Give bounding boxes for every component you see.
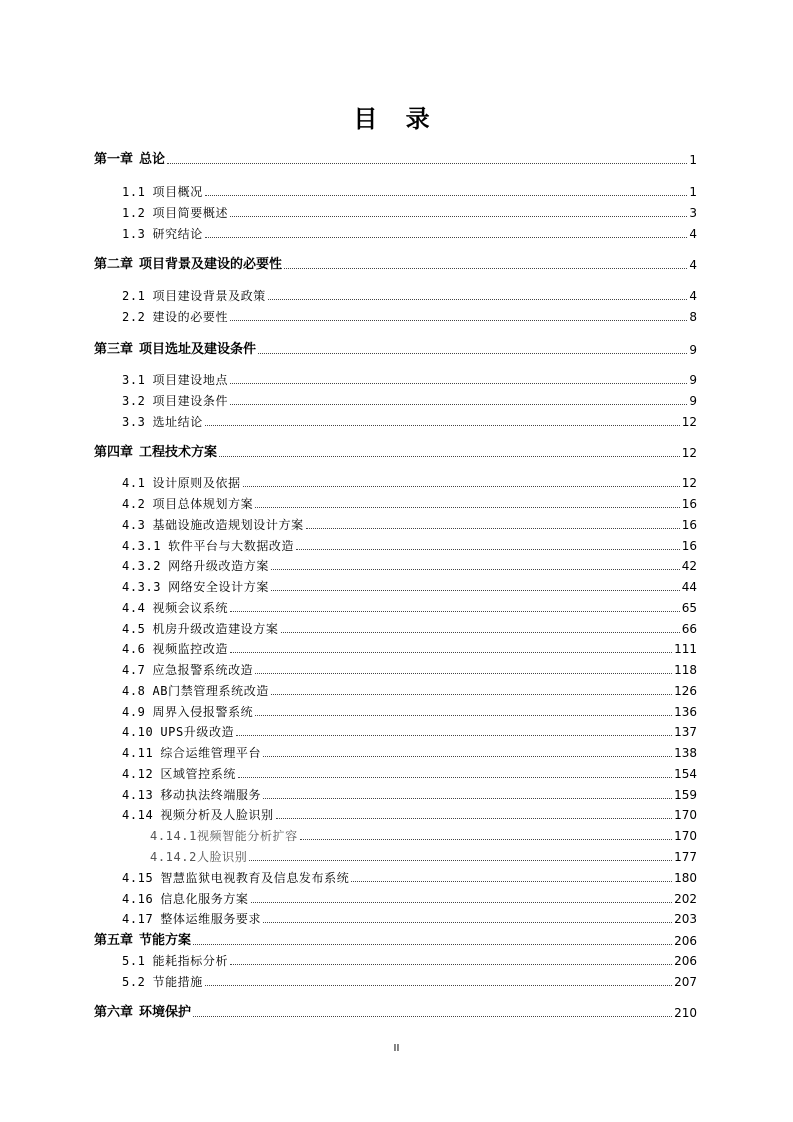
dot-leader (296, 549, 680, 550)
toc-entry-number: 4.2 (122, 497, 146, 511)
dot-leader (230, 964, 672, 965)
dot-leader (284, 268, 687, 269)
page-number-footer: II (393, 1043, 400, 1054)
dot-leader (255, 673, 672, 674)
toc-entry-page: 170 (674, 829, 697, 843)
dot-leader (236, 735, 672, 736)
toc-entry[interactable] (122, 201, 697, 221)
toc-entry[interactable] (122, 389, 697, 409)
toc-entry[interactable] (150, 824, 697, 844)
toc-entry-number: 3.3 (122, 415, 146, 429)
toc-entry[interactable] (122, 803, 697, 823)
toc-entry-number: 1.1 (122, 185, 146, 199)
toc-entry-label (94, 257, 282, 273)
toc-entry-page: 12 (681, 446, 697, 460)
toc-entry-label (122, 600, 228, 616)
toc-entry-label (122, 517, 304, 533)
toc-entry-title: 整体运维服务要求 (160, 912, 262, 926)
toc-entry-title: 项目建设背景及政策 (152, 289, 266, 303)
toc-entry-page: 180 (674, 871, 697, 885)
toc-entry[interactable] (94, 253, 697, 273)
toc-entry-label (94, 445, 217, 461)
toc-entry-number: 第六章 (94, 1005, 134, 1020)
toc-entry-title: 移动执法终端服务 (160, 788, 262, 802)
toc-entry-title: 能耗指标分析 (152, 954, 229, 968)
toc-entry-label (122, 724, 234, 740)
toc-entry-title: 项目背景及建设的必要性 (139, 257, 283, 272)
toc-entry[interactable] (122, 222, 697, 242)
toc-entry-title: 工程技术方案 (139, 445, 218, 460)
toc-entry-page: 137 (674, 725, 697, 739)
toc-entry-number: 第五章 (94, 933, 134, 948)
toc-entry-title: 应急报警系统改造 (152, 663, 254, 677)
toc-entry-title: 智慧监狱电视教育及信息发布系统 (160, 871, 350, 885)
dot-leader (271, 694, 672, 695)
toc-entry[interactable] (122, 658, 697, 678)
toc-entry-page: 9 (689, 373, 697, 387)
dot-leader (255, 507, 679, 508)
toc-entry-number: 4.3.3 (122, 580, 162, 594)
toc-entry-title: 视频智能分析扩容 (196, 829, 298, 843)
dot-leader (255, 715, 672, 716)
toc-entry-page: 42 (681, 559, 697, 573)
dot-leader (263, 798, 672, 799)
toc-entry-label (94, 1005, 191, 1021)
toc-entry-label (94, 933, 191, 949)
dot-leader (276, 818, 672, 819)
dot-leader (193, 1016, 672, 1017)
toc-entry-number: 4.3.2 (122, 559, 162, 573)
toc-entry[interactable] (122, 575, 697, 595)
toc-entry-title: 周界入侵报警系统 (152, 705, 254, 719)
toc-entry-page: 4 (689, 258, 697, 272)
toc-entry-number: 2.2 (122, 310, 146, 324)
toc-entry-label (122, 787, 261, 803)
toc-entry-title: 机房升级改造建设方案 (152, 622, 279, 636)
toc-entry-page: 203 (674, 912, 697, 926)
toc-entry-title: 视频会议系统 (152, 601, 229, 615)
toc-entry[interactable] (122, 679, 697, 699)
toc-entry-title: 综合运维管理平台 (160, 746, 262, 760)
toc-entry-number: 5.2 (122, 975, 146, 989)
toc-entry-page: 159 (674, 788, 697, 802)
toc-entry-page: 136 (674, 705, 697, 719)
toc-entry[interactable] (122, 949, 697, 969)
toc-entry-page: 206 (674, 934, 697, 948)
toc-entry-label (122, 974, 203, 990)
toc-entry-number: 4.4 (122, 601, 146, 615)
dot-leader (230, 404, 687, 405)
toc-entry-label (122, 496, 253, 512)
toc-entry-label (94, 342, 256, 358)
toc-entry[interactable] (122, 866, 697, 886)
toc-entry-number: 4.15 (122, 871, 154, 885)
toc-entry-label (94, 152, 165, 168)
toc-entry-title: UPS升级改造 (160, 725, 235, 739)
dot-leader (205, 237, 687, 238)
toc-entry-page: 210 (674, 1006, 697, 1020)
toc-entry-page: 126 (674, 684, 697, 698)
toc-entry[interactable] (122, 637, 697, 657)
dot-leader (271, 590, 680, 591)
dot-leader (238, 777, 672, 778)
toc-entry[interactable] (122, 907, 697, 927)
toc-entry-label (122, 621, 279, 637)
toc-entry-label (122, 475, 241, 491)
toc-entry-number: 4.5 (122, 622, 146, 636)
toc-entry-number: 4.1 (122, 476, 146, 490)
toc-entry-number: 3.2 (122, 394, 146, 408)
toc-entry-page: 16 (681, 539, 697, 553)
page-title: 目 录 (353, 104, 440, 133)
toc-entry-title: 节能方案 (139, 933, 192, 948)
toc-entry[interactable] (122, 513, 697, 533)
toc-entry-title: 总论 (139, 152, 166, 167)
dot-leader (205, 985, 672, 986)
toc-entry-title: 视频分析及人脸识别 (160, 808, 274, 822)
toc-entry-page: 4 (689, 227, 697, 241)
toc-entry-label (122, 184, 203, 200)
toc-entry-label (122, 558, 269, 574)
toc-entry-label (122, 662, 253, 678)
toc-entry-number: 4.9 (122, 705, 146, 719)
toc-entry-number: 4.12 (122, 767, 154, 781)
dot-leader (243, 486, 680, 487)
toc-entry[interactable] (122, 617, 697, 637)
toc-entry-title: 选址结论 (152, 415, 203, 429)
toc-entry-number: 4.3.1 (122, 539, 162, 553)
toc-entry-page: 12 (681, 415, 697, 429)
toc-entry-title: 研究结论 (152, 227, 203, 241)
toc-entry-title: 项目选址及建设条件 (139, 342, 257, 357)
toc-entry-title: 网络升级改造方案 (168, 559, 269, 573)
toc-entry-page: 202 (674, 892, 697, 906)
toc-entry-number: 4.17 (122, 912, 154, 926)
toc-entry-number: 4.13 (122, 788, 154, 802)
toc-entry-title: 节能措施 (152, 975, 203, 989)
toc-entry[interactable] (122, 554, 697, 574)
toc-entry-page: 138 (674, 746, 697, 760)
dot-leader (300, 839, 672, 840)
dot-leader (230, 383, 687, 384)
dot-leader (230, 216, 687, 217)
toc-entry-label (122, 393, 228, 409)
toc-entry[interactable] (94, 929, 697, 949)
dot-leader (351, 881, 672, 882)
toc-entry[interactable] (122, 471, 697, 491)
dot-leader (219, 456, 680, 457)
toc-entry-title: AB门禁管理系统改造 (152, 684, 269, 698)
toc-entry-title: 项目建设地点 (152, 373, 229, 387)
toc-entry-number: 4.14 (122, 808, 154, 822)
dot-leader (230, 611, 680, 612)
toc-entry-page: 118 (674, 663, 697, 677)
toc-entry-title: 区域管控系统 (160, 767, 236, 781)
toc-entry-number: 第四章 (94, 445, 134, 460)
toc-entry[interactable] (94, 1001, 697, 1021)
toc-entry-number: 第一章 (94, 152, 134, 167)
toc-entry[interactable] (94, 338, 697, 358)
toc-entry-title: 软件平台与大数据改造 (168, 539, 295, 553)
toc-entry-title: 人脸识别 (196, 850, 248, 864)
toc-entry[interactable] (94, 148, 697, 168)
toc-entry-label (150, 828, 298, 844)
toc-entry-page: 1 (689, 153, 697, 167)
toc-entry-page: 44 (681, 580, 697, 594)
toc-entry-label (122, 205, 228, 221)
toc-entry-label (122, 870, 349, 886)
dot-leader (205, 425, 680, 426)
toc-entry-number: 2.1 (122, 289, 146, 303)
toc-entry-label (122, 704, 253, 720)
toc-entry-number: 4.7 (122, 663, 146, 677)
toc-entry-number: 1.2 (122, 206, 146, 220)
toc-entry-title: 项目简要概述 (152, 206, 229, 220)
toc-entry-label (122, 538, 294, 554)
toc-entry-page: 3 (689, 206, 697, 220)
toc-entry-label (122, 372, 228, 388)
toc-entry-label (122, 288, 266, 304)
toc-entry-number: 4.8 (122, 684, 146, 698)
toc-entry-label (122, 745, 261, 761)
toc-entry-page: 8 (689, 310, 697, 324)
dot-leader (230, 652, 672, 653)
toc-entry[interactable] (94, 441, 697, 461)
toc-entry-label (122, 766, 236, 782)
toc-entry[interactable] (122, 762, 697, 782)
toc-entry-number: 第三章 (94, 342, 134, 357)
toc-entry[interactable] (122, 305, 697, 325)
dot-leader (230, 320, 687, 321)
dot-leader (205, 195, 687, 196)
dot-leader (251, 902, 673, 903)
toc-entry-number: 4.11 (122, 746, 154, 760)
dot-leader (263, 922, 672, 923)
toc-entry-number: 3.1 (122, 373, 146, 387)
dot-leader (268, 299, 687, 300)
toc-entry-page: 9 (689, 343, 697, 357)
toc-entry-title: 项目建设条件 (152, 394, 229, 408)
toc-entry[interactable] (122, 368, 697, 388)
toc-entry-number: 第二章 (94, 257, 134, 272)
toc-entry-title: 网络安全设计方案 (168, 580, 269, 594)
toc-entry-title: 建设的必要性 (152, 310, 229, 324)
toc-entry-title: 环境保护 (139, 1005, 192, 1020)
toc-entry-page: 177 (674, 850, 697, 864)
toc-entry-page: 16 (681, 518, 697, 532)
toc-entry[interactable] (122, 596, 697, 616)
toc-entry-number: 4.16 (122, 892, 154, 906)
toc-entry-page: 12 (681, 476, 697, 490)
toc-entry[interactable] (122, 700, 697, 720)
toc-entry-title: 设计原则及依据 (152, 476, 241, 490)
dot-leader (281, 632, 680, 633)
toc-entry-title: 项目总体规划方案 (152, 497, 254, 511)
toc-entry[interactable] (150, 845, 697, 865)
toc-entry[interactable] (122, 534, 697, 554)
toc-entry[interactable] (122, 492, 697, 512)
toc-entry-label (122, 891, 249, 907)
toc-entry-number: 4.14.2 (150, 850, 197, 864)
toc-entry-title: 视频监控改造 (152, 642, 229, 656)
toc-entry-page: 1 (689, 185, 697, 199)
toc-entry-number: 4.6 (122, 642, 146, 656)
toc-entry-label (122, 226, 203, 242)
toc-entry[interactable] (122, 284, 697, 304)
toc-entry-page: 65 (681, 601, 697, 615)
toc-entry-page: 154 (674, 767, 697, 781)
dot-leader (263, 756, 672, 757)
dot-leader (306, 528, 680, 529)
dot-leader (193, 944, 672, 945)
toc-entry[interactable] (122, 741, 697, 761)
toc-entry-number: 4.3 (122, 518, 146, 532)
toc-entry-number: 4.14.1 (150, 829, 197, 843)
toc-entry-page: 4 (689, 289, 697, 303)
toc-entry-page: 16 (681, 497, 697, 511)
toc-entry-page: 206 (674, 954, 697, 968)
toc-entry-page: 66 (681, 622, 697, 636)
toc-entry-label (122, 953, 228, 969)
toc-entry[interactable] (122, 180, 697, 200)
toc-entry[interactable] (122, 887, 697, 907)
dot-leader (271, 569, 680, 570)
dot-leader (167, 163, 687, 164)
toc-entry-number: 5.1 (122, 954, 146, 968)
toc-entry-page: 9 (689, 394, 697, 408)
toc-entry[interactable] (122, 720, 697, 740)
toc-entry-label (122, 911, 261, 927)
toc-entry-number: 1.3 (122, 227, 146, 241)
toc-entry-title: 基础设施改造规划设计方案 (152, 518, 304, 532)
toc-entry-label (122, 641, 228, 657)
toc-entry[interactable] (122, 410, 697, 430)
toc-entry-number: 4.10 (122, 725, 154, 739)
toc-entry[interactable] (122, 970, 697, 990)
toc-entry-label (122, 579, 269, 595)
toc-entry-title: 项目概况 (152, 185, 203, 199)
toc-entry-page: 170 (674, 808, 697, 822)
toc-entry-label (122, 683, 269, 699)
toc-entry-label (122, 309, 228, 325)
dot-leader (258, 353, 687, 354)
toc-entry-label (150, 849, 247, 865)
dot-leader (249, 860, 672, 861)
toc-entry-title: 信息化服务方案 (160, 892, 249, 906)
toc-entry-label (122, 414, 203, 430)
toc-entry-page: 207 (674, 975, 697, 989)
toc-entry[interactable] (122, 783, 697, 803)
toc-entry-page: 111 (674, 642, 697, 656)
toc-entry-label (122, 807, 274, 823)
